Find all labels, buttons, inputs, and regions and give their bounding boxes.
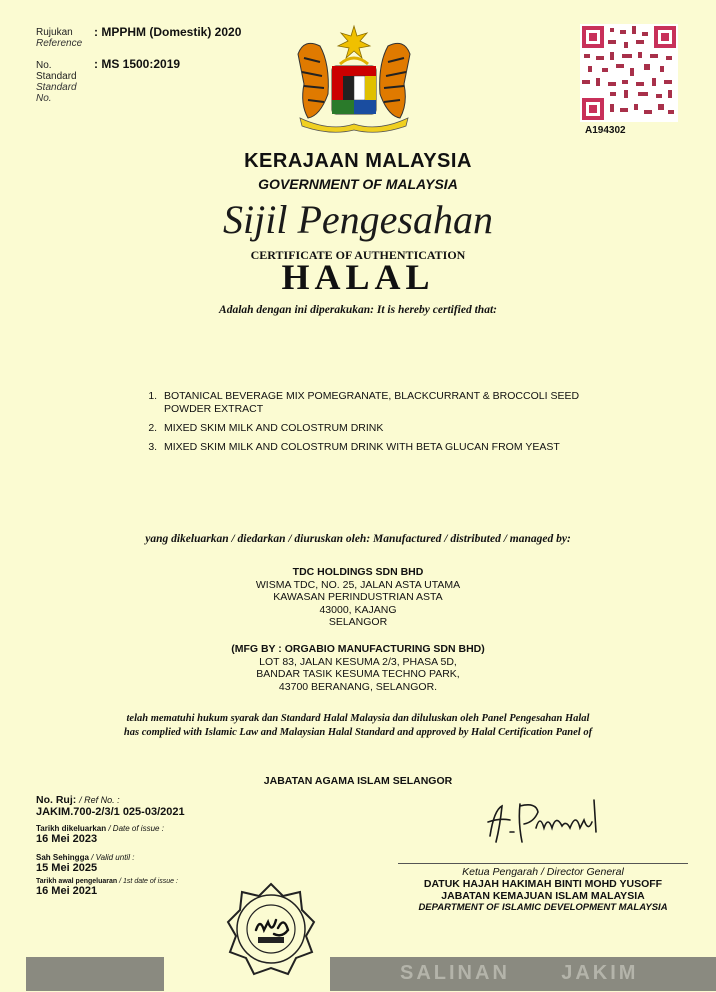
- cert-title-en: CERTIFICATE OF AUTHENTICATION: [250, 248, 466, 262]
- list-item: 2. MIXED SKIM MILK AND COLOSTRUM DRINK: [160, 422, 580, 435]
- first-issue-block: Tarikh awal pengeluaran / 1st date of issue : 16 Mei 2021: [36, 878, 178, 897]
- signatory-block: [398, 866, 688, 913]
- qr-code-number: A194302: [585, 125, 626, 136]
- product-list: [140, 390, 580, 460]
- signatory-dept-ms: JABATAN KEMAJUAN ISLAM MALAYSIA: [441, 890, 645, 902]
- standard-label: No. Standard Standard No.: [36, 60, 77, 104]
- authority-name: JABATAN AGAMA ISLAM SELANGOR: [263, 775, 453, 787]
- valid-until-block: Sah Sehingga / Valid until : 15 Mei 2025: [36, 853, 135, 874]
- halal-logo-icon: [226, 882, 316, 978]
- first-issue-date: 16 Mei 2021: [36, 885, 98, 897]
- list-item: 1. BOTANICAL BEVERAGE MIX POMEGRANATE, BLACKCURRANT & BROCCOLI SEED POWDER EXTRACT: [160, 390, 580, 416]
- issue-date-block: Tarikh dikeluarkan / Date of issue : 16 Mei 2023: [36, 824, 164, 845]
- address-line: SELANGOR: [328, 616, 388, 628]
- signatory-name: DATUK HAJAH HAKIMAH BINTI MOHD YUSOFF: [423, 878, 663, 890]
- address-line: KAWASAN PERINDUSTRIAN ASTA: [273, 591, 443, 603]
- standard-value: : MS 1500:2019: [94, 57, 181, 71]
- address-line: BANDAR TASIK KESUMA TECHNO PARK,: [256, 668, 460, 680]
- compliance-line-ms: telah mematuhi hukum syarak dan Standard Halal Malaysia dan diluluskan oleh Panel Pengesahan Halal: [126, 713, 590, 724]
- list-item: 3. MIXED SKIM MILK AND COLOSTRUM DRINK WITH BETA GLUCAN FROM YEAST: [160, 441, 580, 454]
- ref-number-block: No. Ruj: / Ref No. : JAKIM.700-2/3/1 025-03/2021: [36, 794, 185, 818]
- signature-icon: [480, 792, 610, 850]
- signatory-title: Ketua Pengarah / Director General: [462, 866, 624, 878]
- watermark-text: SALINAN JAKIM: [400, 962, 639, 984]
- certified-line: Adalah dengan ini diperakukan: It is hereby certified that:: [219, 304, 497, 316]
- ref-number: JAKIM.700-2/3/1 025-03/2021: [36, 806, 185, 818]
- reference-value: : MPPHM (Domestik) 2020: [94, 25, 242, 39]
- manufacturer-address: [0, 566, 716, 629]
- reference-label: Rujukan Reference: [36, 27, 83, 49]
- qr-code-icon: [580, 24, 678, 122]
- signatory-dept-en: DEPARTMENT OF ISLAMIC DEVELOPMENT MALAYSIA: [418, 902, 668, 913]
- address-line: WISMA TDC, NO. 25, JALAN ASTA UTAMA: [255, 578, 461, 591]
- company-name: TDC HOLDINGS SDN BHD: [292, 566, 424, 578]
- address-line: 43000, KAJANG: [319, 603, 397, 616]
- address-line: 43700 BERANANG, SELANGOR.: [278, 680, 438, 693]
- gov-title-en: GOVERNMENT OF MALAYSIA: [258, 176, 458, 192]
- halal-title: HALAL: [281, 257, 435, 297]
- valid-until-date: 15 Mei 2025: [36, 862, 98, 874]
- gov-title-ms: KERAJAAN MALAYSIA: [244, 150, 472, 172]
- signature-line: [398, 863, 688, 864]
- issue-date: 16 Mei 2023: [36, 833, 98, 845]
- cert-title-ms: Sijil Pengesahan: [223, 197, 493, 242]
- footer-band-left: [26, 957, 164, 991]
- address-line: LOT 83, JALAN KESUMA 2/3, PHASA 5D,: [259, 655, 457, 668]
- compliance-line-en: has complied with Islamic Law and Malaysian Halal Standard and approved by Halal Certification Panel of: [123, 727, 593, 738]
- manufacturer-intro: yang dikeluarkan / diedarkan / diuruskan oleh: Manufactured / distributed / managed by:: [145, 533, 571, 545]
- mfg-company-name: (MFG BY : ORGABIO MANUFACTURING SDN BHD): [231, 643, 485, 655]
- coat-of-arms-icon: [290, 24, 418, 134]
- mfg-address: [0, 643, 716, 693]
